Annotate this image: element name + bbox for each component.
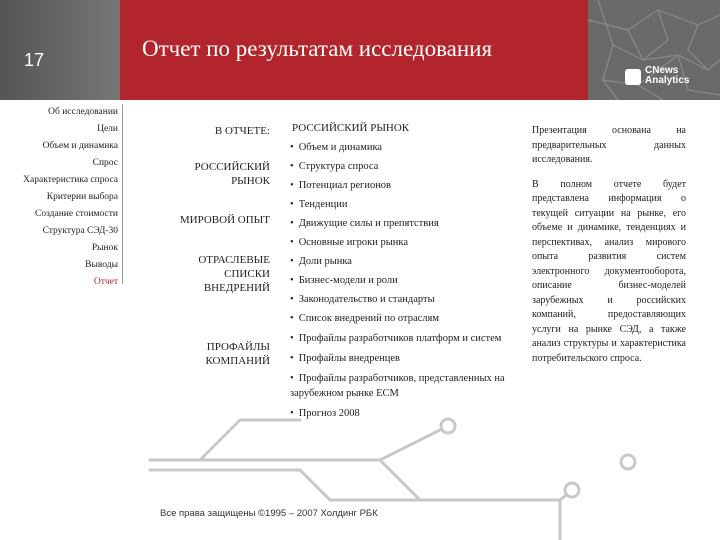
logo-text: [645, 66, 689, 86]
section-world-experience[interactable]: МИРОВОЙ ОПЫТ: [179, 214, 270, 226]
sidebar-item-goals[interactable]: Цели: [97, 124, 118, 134]
list-item: • Основные игроки рынка: [290, 233, 520, 252]
report-description: [532, 124, 686, 376]
list-item: • Структура спроса: [290, 157, 520, 176]
sidebar-item-structure[interactable]: Структура СЭД-30: [42, 226, 118, 236]
middle-heading: РОССИЙСКИЙ РЫНОК: [292, 122, 410, 134]
section-company-profiles[interactable]: ПРОФАЙЛЫ КОМПАНИЙ: [205, 341, 270, 367]
sidebar-item-about[interactable]: Об исследовании: [48, 107, 118, 117]
sidebar-item-value-creation[interactable]: Создание стоимости: [34, 209, 118, 219]
sidebar-item-demand-characteristics[interactable]: Характеристика спроса: [23, 175, 118, 185]
sidebar-item-report[interactable]: Отчет: [93, 277, 118, 287]
list-item: • Прогноз 2008: [290, 404, 520, 423]
sidebar-nav: [0, 104, 118, 291]
footer-copyright: Все права защищены ©1995 – 2007 Холдинг РБК: [160, 508, 378, 519]
list-item: • Профайлы внедренцев: [290, 349, 520, 368]
cnews-analytics-logo: [625, 66, 705, 90]
list-item: • Потенциал регионов: [290, 176, 520, 195]
slide-number-box: [0, 0, 120, 100]
logo-text-line1: CNews: [645, 65, 679, 76]
list-item: • Движущие силы и препятствия: [290, 214, 520, 233]
section-russian-market[interactable]: РОССИЙСКИЙ РЫНОК: [194, 161, 270, 187]
list-item: • Профайлы разработчиков платформ и систем: [290, 331, 505, 346]
middle-bullet-list: [290, 138, 520, 423]
list-item: • Тенденции: [290, 195, 520, 214]
description-paragraph-1: Презентация основана на предварительных данных исследования.: [532, 125, 686, 165]
slide-number: 17: [24, 50, 45, 70]
sidebar-item-market[interactable]: Рынок: [91, 243, 118, 253]
logo-text-line2: Analytics: [645, 75, 690, 86]
logo-mark-icon: [625, 69, 641, 85]
list-item: • Список внедрений по отраслям: [290, 309, 520, 328]
section-industry-lists[interactable]: ОТРАСЛЕВЫЕ СПИСКИ ВНЕДРЕНИЙ: [198, 254, 270, 294]
list-item: • Бизнес-модели и роли: [290, 271, 520, 290]
left-heading: В ОТЧЕТЕ:: [214, 125, 270, 137]
list-item: • Профайлы разработчиков, представленных на зарубежном рынке ECM: [290, 371, 525, 401]
sidebar-item-selection-criteria[interactable]: Критерии выбора: [46, 192, 118, 202]
list-item: • Доли рынка: [290, 252, 520, 271]
page-title: Отчет по результатам исследования: [142, 36, 493, 61]
description-paragraph-2: В полном отчете будет представлена информация о текущей ситуации на рынке, его объеме и динамике, тенденциях и перспективах, анализ мирового опыта развития систем электронного документооборота, описание бизнес-моделей зарубежных и российских компаний, предоставляющих услуги на рынке СЭД, а также анализ структуры и характеристика потребительского спроса.: [532, 178, 686, 364]
list-item: • Объем и динамика: [290, 138, 520, 157]
sidebar-item-volume[interactable]: Объем и динамика: [42, 141, 118, 151]
sidebar-item-conclusions[interactable]: Выводы: [85, 260, 118, 270]
sidebar-divider: [122, 104, 123, 284]
list-item: • Законодательство и стандарты: [290, 290, 520, 309]
sidebar-item-demand[interactable]: Спрос: [92, 158, 118, 168]
